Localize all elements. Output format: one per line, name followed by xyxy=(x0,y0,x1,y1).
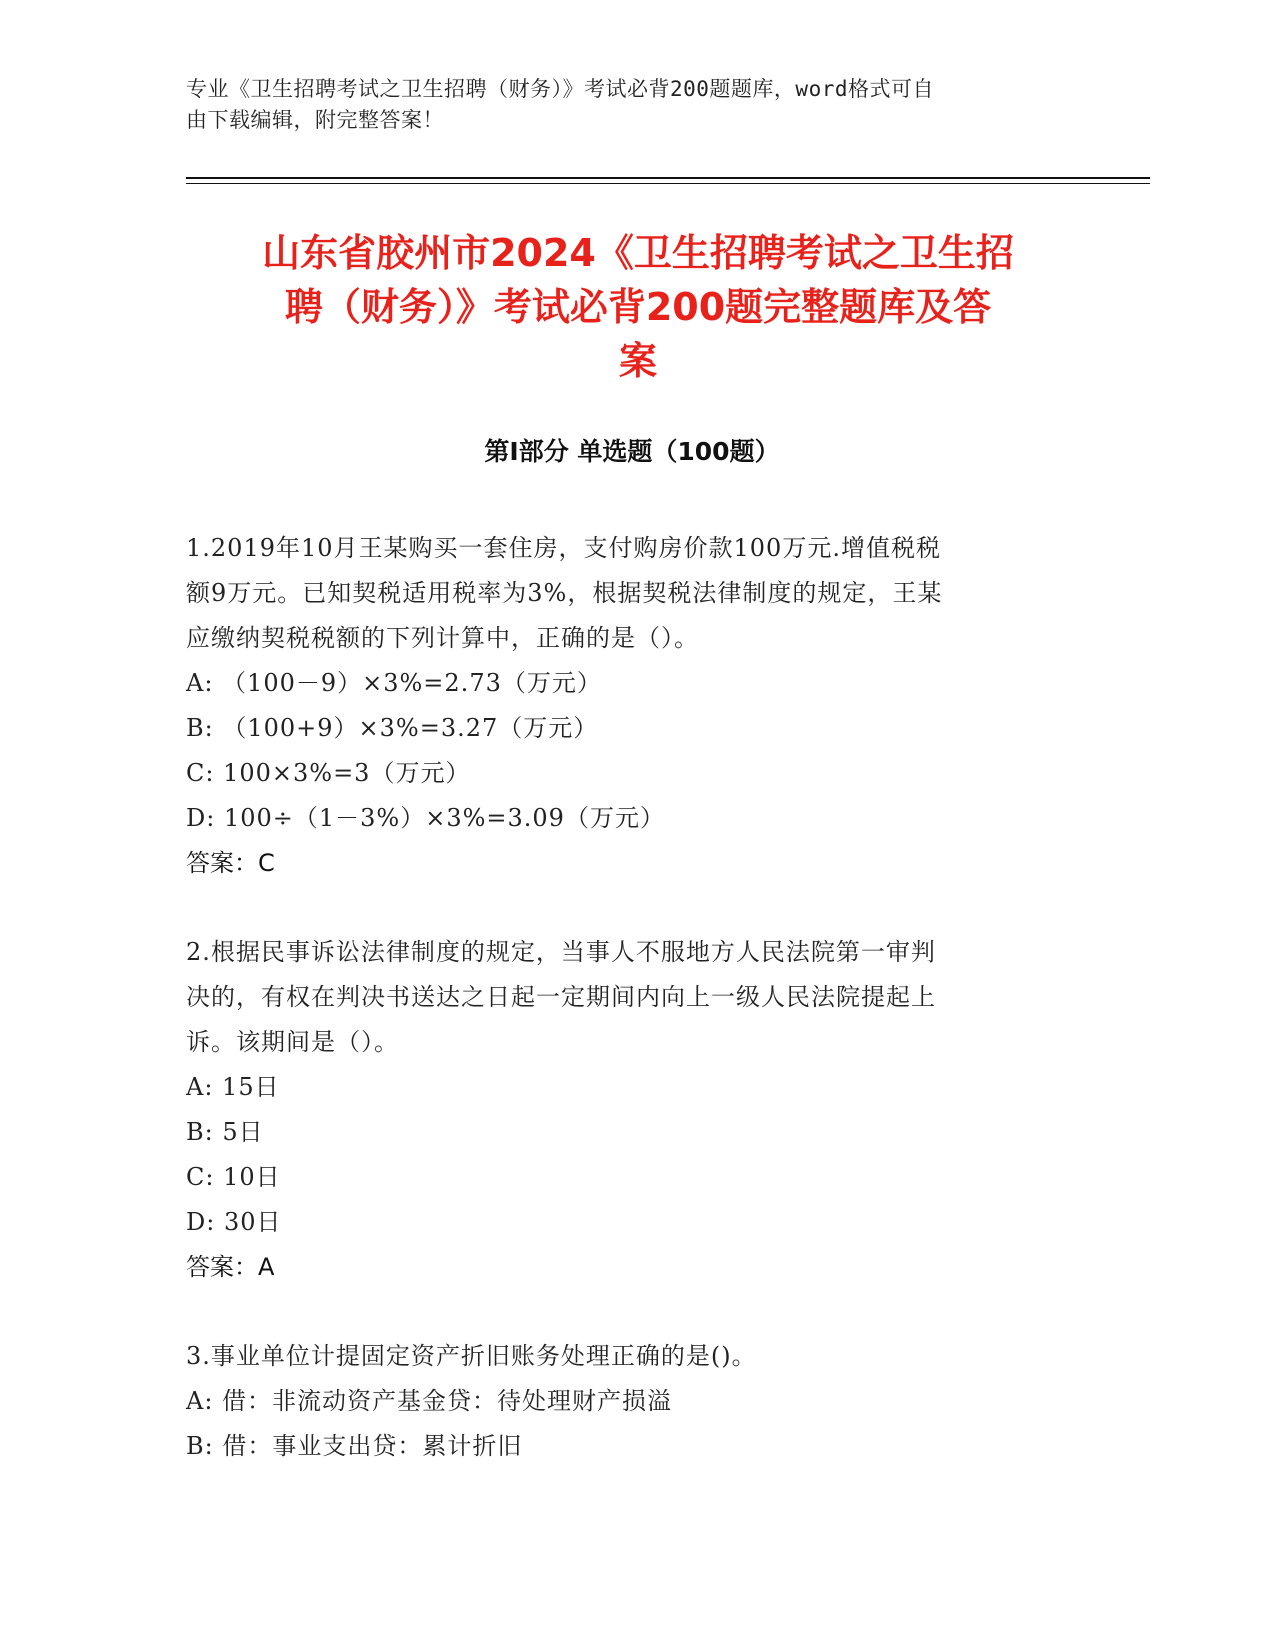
option-b: B: 借：事业支出贷：累计折旧 xyxy=(186,1432,523,1460)
title-line: 山东省胶州市2024《卫生招聘考试之卫生招 xyxy=(262,231,1014,275)
title-line: 案 xyxy=(618,339,657,383)
option-d: D: 30日 xyxy=(186,1208,282,1236)
option-a: A: （100－9）×3%=2.73（万元） xyxy=(186,669,602,697)
question-list xyxy=(186,526,1086,1513)
option-b: B: （100+9）×3%=3.27（万元） xyxy=(186,714,599,742)
option-a: A: 15日 xyxy=(186,1073,280,1101)
header-note-line: 专业《卫生招聘考试之卫生招聘（财务）》考试必背200题题库，word格式可自 xyxy=(186,77,934,101)
title-line: 聘（财务）》考试必背200题完整题库及答 xyxy=(284,285,992,329)
question-stem-line: 1.2019年10月王某购买一套住房，支付购房价款100万元.增值税税 xyxy=(186,534,941,562)
document-title xyxy=(160,226,1116,388)
header-divider-thin xyxy=(186,183,1150,184)
answer-line: 答案：C xyxy=(186,849,275,877)
section-heading: 第I部分 单选题（100题） xyxy=(484,437,780,466)
question-item xyxy=(186,526,1086,886)
header-divider-thick xyxy=(186,177,1150,179)
question-stem xyxy=(186,930,1086,1065)
question-stem-line: 3.事业单位计提固定资产折旧账务处理正确的是()。 xyxy=(186,1342,757,1370)
option-d: D: 100÷（1－3%）×3%=3.09（万元） xyxy=(186,804,665,832)
question-stem-line: 额9万元。已知契税适用税率为3%，根据契税法律制度的规定，王某 xyxy=(186,579,943,607)
answer-line: 答案：A xyxy=(186,1253,275,1281)
option-b: B: 5日 xyxy=(186,1118,264,1146)
question-item xyxy=(186,930,1086,1290)
option-c: C: 10日 xyxy=(186,1163,281,1191)
question-item xyxy=(186,1334,1086,1469)
option-c: C: 100×3%=3（万元） xyxy=(186,759,471,787)
question-stem xyxy=(186,526,1086,661)
question-stem xyxy=(186,1334,1086,1379)
question-stem-line: 2.根据民事诉讼法律制度的规定，当事人不服地方人民法院第一审判 xyxy=(186,938,936,966)
header-note xyxy=(186,74,1066,136)
question-stem-line: 诉。该期间是（）。 xyxy=(186,1028,399,1056)
question-stem-line: 决的，有权在判决书送达之日起一定期间内向上一级人民法院提起上 xyxy=(186,983,936,1011)
question-stem-line: 应缴纳契税税额的下列计算中，正确的是（）。 xyxy=(186,624,699,652)
header-note-line: 由下载编辑，附完整答案！ xyxy=(186,108,444,132)
option-a: A: 借：非流动资产基金贷：待处理财产损溢 xyxy=(186,1387,673,1415)
